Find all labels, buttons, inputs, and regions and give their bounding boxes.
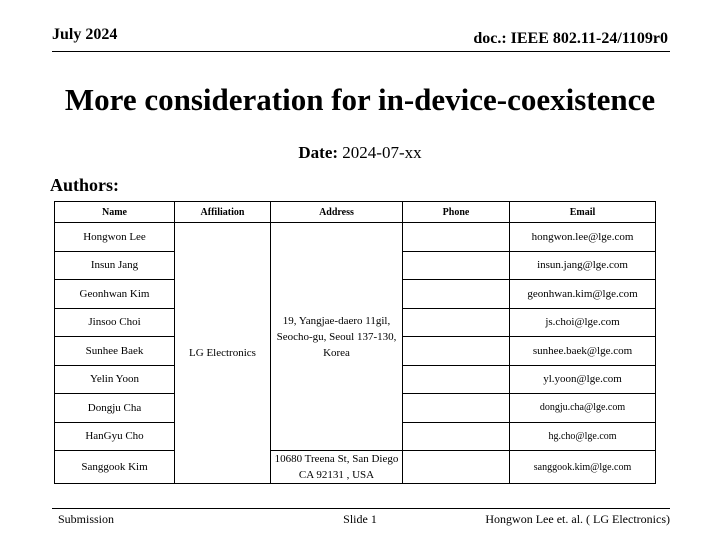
authors-table xyxy=(54,201,656,484)
author-email: hongwon.lee@lge.com xyxy=(510,223,656,252)
slide-title: More consideration for in-device-coexistence xyxy=(64,82,656,117)
author-email: sanggook.kim@lge.com xyxy=(510,451,656,484)
footer-submission: Submission xyxy=(58,512,115,526)
phone-cell xyxy=(403,308,510,337)
column-header-name: Name xyxy=(55,202,175,223)
author-name: Hongwon Lee xyxy=(55,223,175,252)
table-row xyxy=(55,223,656,252)
author-name: HanGyu Cho xyxy=(55,422,175,451)
table-header-row xyxy=(55,202,656,223)
column-header-address: Address xyxy=(271,202,403,223)
header-doc-id: doc.: IEEE 802.11-24/1109r0 xyxy=(473,30,668,47)
table-row xyxy=(55,451,656,484)
footer-slide-number: Slide 1 xyxy=(343,512,377,526)
author-name: Sanggook Kim xyxy=(55,451,175,484)
author-email: dongju.cha@lge.com xyxy=(510,394,656,423)
phone-cell xyxy=(403,365,510,394)
phone-cell xyxy=(403,422,510,451)
column-header-affiliation: Affiliation xyxy=(175,202,271,223)
author-name: Jinsoo Choi xyxy=(55,308,175,337)
phone-cell xyxy=(403,337,510,366)
author-email: insun.jang@lge.com xyxy=(510,251,656,280)
affiliation-cell: LG Electronics xyxy=(175,223,271,484)
phone-cell xyxy=(403,223,510,252)
header-date: July 2024 xyxy=(52,26,118,43)
footer-divider xyxy=(52,508,670,509)
author-name: Dongju Cha xyxy=(55,394,175,423)
header-divider xyxy=(52,51,670,52)
phone-cell xyxy=(403,280,510,309)
author-email: sunhee.baek@lge.com xyxy=(510,337,656,366)
author-name: Insun Jang xyxy=(55,251,175,280)
address-cell-usa: 10680 Treena St, San Diego CA 92131 , USA xyxy=(271,451,403,484)
author-email: geonhwan.kim@lge.com xyxy=(510,280,656,309)
author-name: Geonhwan Kim xyxy=(55,280,175,309)
column-header-phone: Phone xyxy=(403,202,510,223)
date-line xyxy=(0,143,720,163)
footer-author: Hongwon Lee et. al. ( LG Electronics) xyxy=(485,512,670,526)
phone-cell xyxy=(403,451,510,484)
date-value: 2024-07-xx xyxy=(342,143,422,162)
authors-label: Authors: xyxy=(50,175,120,195)
date-label: Date: xyxy=(298,143,339,162)
author-email: hg.cho@lge.com xyxy=(510,422,656,451)
author-name: Yelin Yoon xyxy=(55,365,175,394)
phone-cell xyxy=(403,251,510,280)
author-email: yl.yoon@lge.com xyxy=(510,365,656,394)
address-cell: 19, Yangjae-daero 11gil, Seocho-gu, Seoul 137-130, Korea xyxy=(271,223,403,451)
author-name: Sunhee Baek xyxy=(55,337,175,366)
author-email: js.choi@lge.com xyxy=(510,308,656,337)
phone-cell xyxy=(403,394,510,423)
column-header-email: Email xyxy=(510,202,656,223)
